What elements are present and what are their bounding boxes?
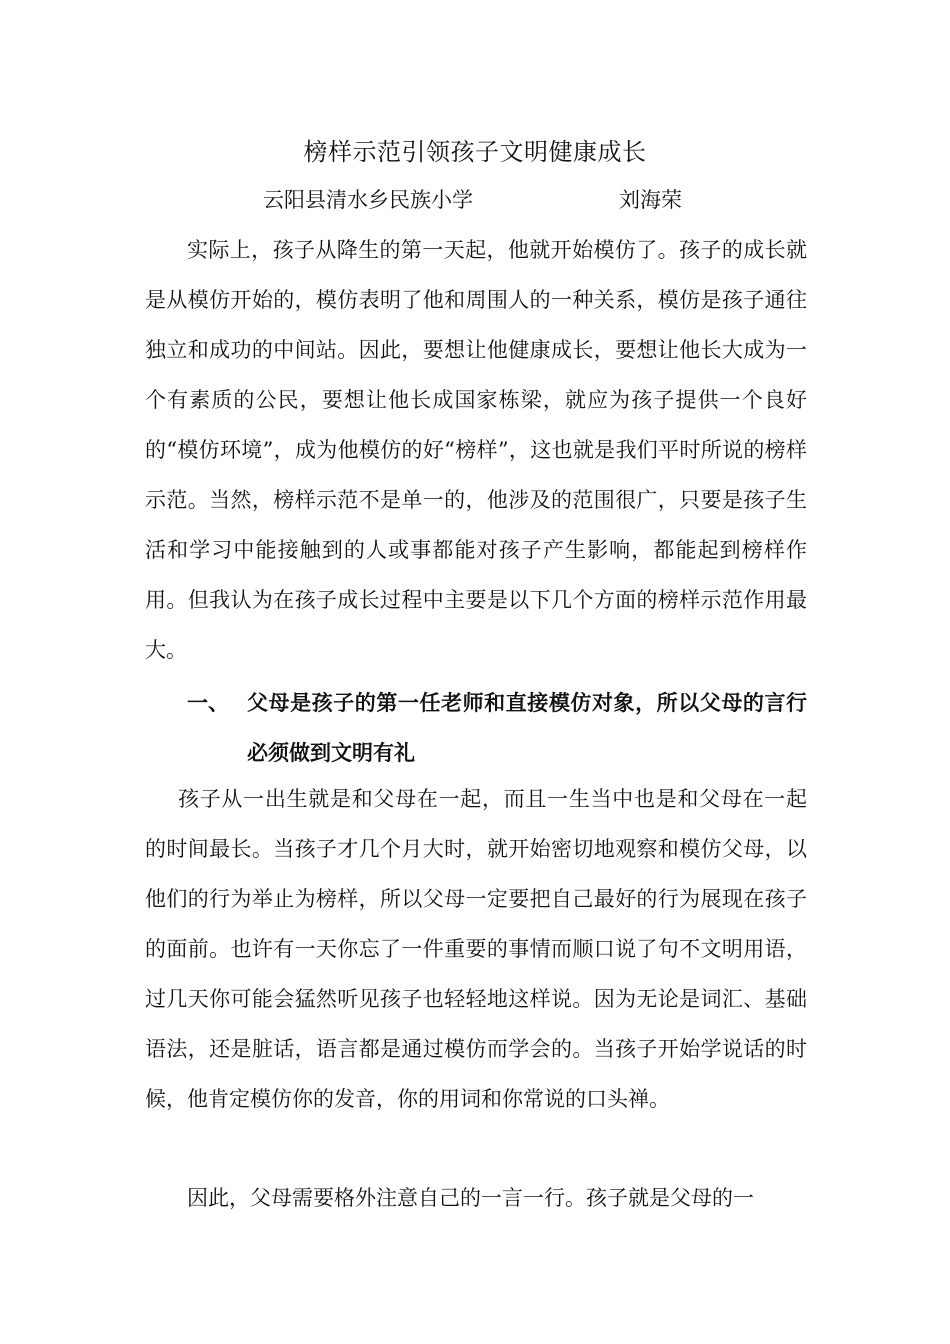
section-heading-text: 父母是孩子的第一任老师和直接模仿对象，所以父母的言行必须做到文明有礼 (247, 691, 807, 765)
school-name: 云阳县清水乡民族小学 (263, 188, 473, 212)
author-name: 刘海荣 (619, 188, 682, 212)
section-heading-number: 一、 (187, 691, 229, 715)
body-paragraph-parents: 孩子从一出生就是和父母在一起，而且一生当中也是和父母在一起的时间最长。当孩子才几个月大时，就开始密切地观察和模仿父母，以他们的行为举止为榜样，所以父母一定要把自己最好的行为展现在孩子的面前。也许有一天你忘了一件重要的事情而顺口说了句不文明用语，过几天你可能会猛然听见孩子也轻轻地这样说。因为无论是词汇、基础语法，还是脏话，语言都是通过模仿而学会的。当孩子开始学说话的时候，他肯定模仿你的发音，你的用词和你常说的口头禅。 (145, 787, 807, 1111)
body-paragraph-intro: 实际上，孩子从降生的第一天起，他就开始模仿了。孩子的成长就是从模仿开始的，模仿表明了他和周围人的一种关系，模仿是孩子通往独立和成功的中间站。因此，要想让他健康成长，要想让他长大成为一个有素质的公民，要想让他长成国家栋梁，就应为孩子提供一个良好的“模仿环境”，成为他模仿的好“榜样”，这也就是我们平时所说的榜样示范。当然，榜样示范不是单一的，他涉及的范围很广，只要是孩子生活和学习中能接触到的人或事都能对孩子产生影响，都能起到榜样作用。但我认为在孩子成长过程中主要是以下几个方面的榜样示范作用最大。 (145, 238, 807, 662)
document-title: 榜样示范引领孩子文明健康成长 (303, 138, 647, 166)
body-paragraph-conclusion: 因此，父母需要格外注意自己的一言一行。孩子就是父母的一 (187, 1186, 754, 1210)
